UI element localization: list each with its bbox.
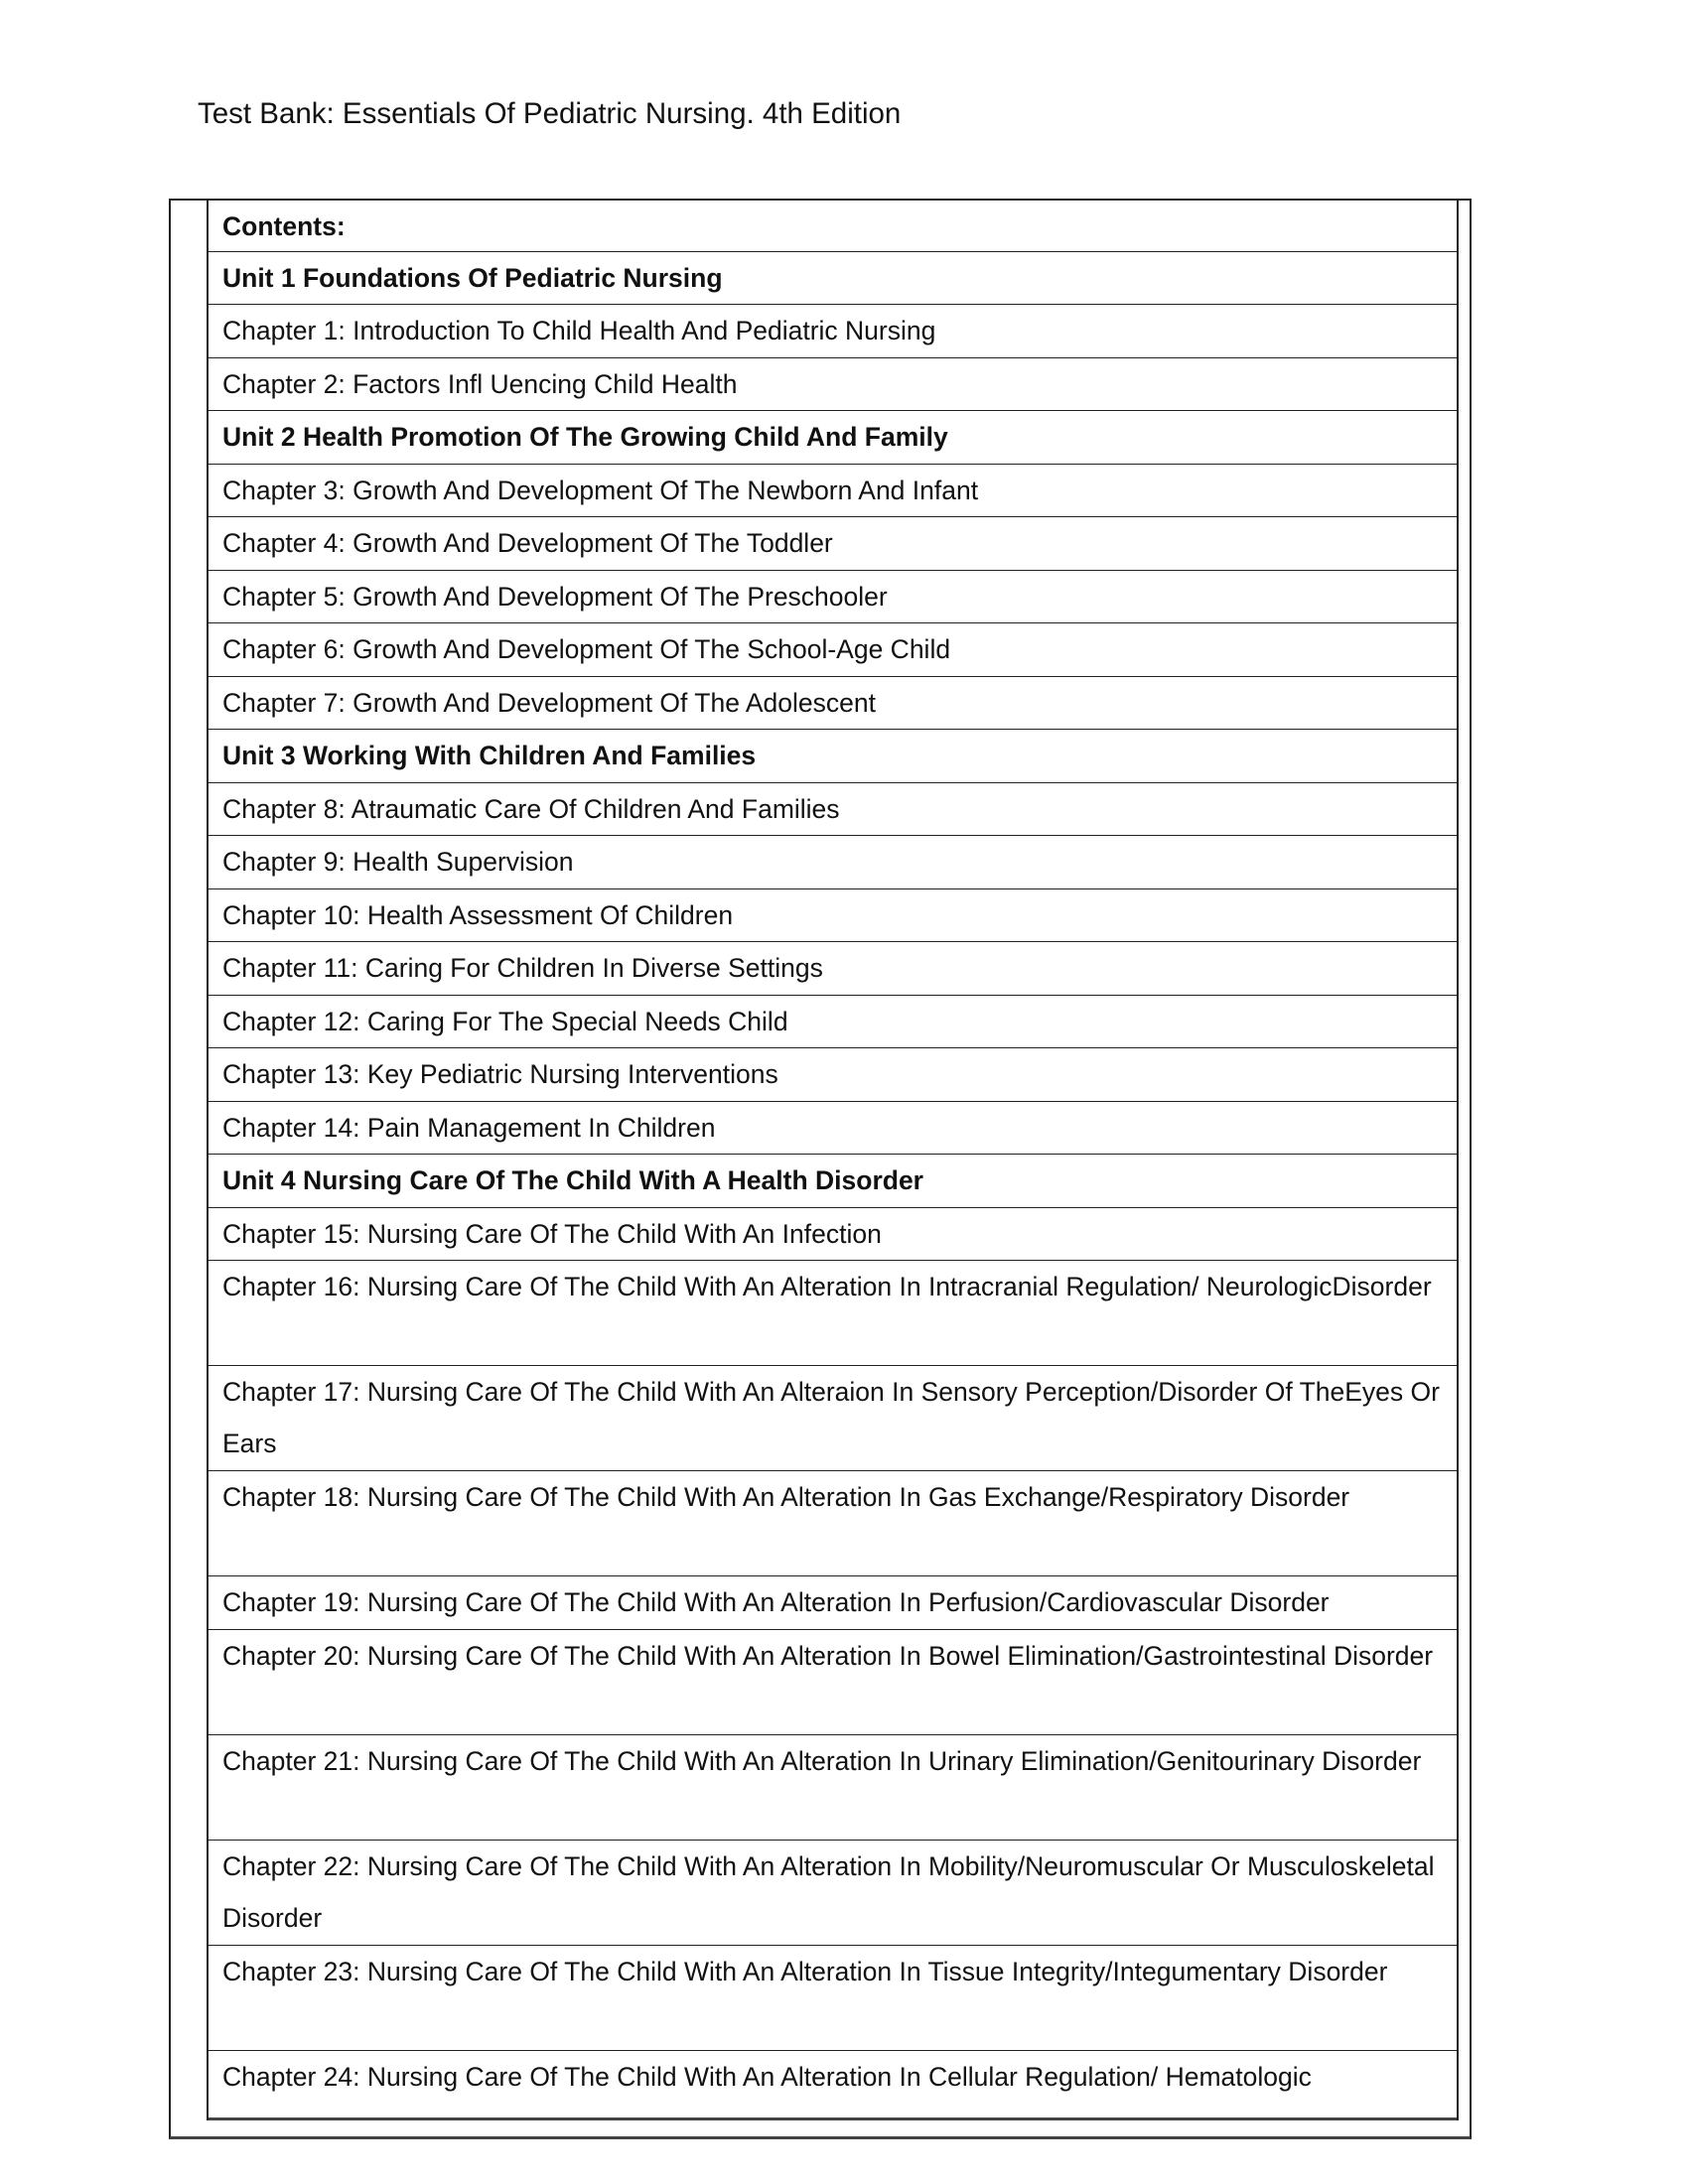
chapter-row: Chapter 20: Nursing Care Of The Child With An Alteration In Bowel Elimination/Gastrointestinal Disorder xyxy=(209,1630,1457,1735)
unit-heading-row: Unit 4 Nursing Care Of The Child With A Health Disorder xyxy=(209,1155,1457,1208)
chapter-row: Chapter 4: Growth And Development Of The Toddler xyxy=(209,517,1457,571)
chapter-row: Chapter 17: Nursing Care Of The Child With An Alteraion In Sensory Perception/Disorder Of TheEyes Or Ears xyxy=(209,1366,1457,1471)
chapter-row: Chapter 11: Caring For Children In Diverse Settings xyxy=(209,942,1457,996)
chapter-row: Chapter 2: Factors Infl Uencing Child Health xyxy=(209,358,1457,412)
document-title: Test Bank: Essentials Of Pediatric Nursing. 4th Edition xyxy=(198,97,902,130)
chapter-row: Chapter 10: Health Assessment Of Children xyxy=(209,889,1457,943)
chapter-row: Chapter 23: Nursing Care Of The Child With An Alteration In Tissue Integrity/Integumentary Disorder xyxy=(209,1946,1457,2051)
chapter-row: Chapter 16: Nursing Care Of The Child With An Alteration In Intracranial Regulation/ NeurologicDisorder xyxy=(209,1261,1457,1366)
chapter-row: Chapter 6: Growth And Development Of The School-Age Child xyxy=(209,623,1457,677)
unit-heading-row: Unit 3 Working With Children And Families xyxy=(209,730,1457,783)
contents-heading: Contents: xyxy=(209,199,1457,252)
chapter-row: Chapter 12: Caring For The Special Needs Child xyxy=(209,996,1457,1049)
chapter-row: Chapter 7: Growth And Development Of The Adolescent xyxy=(209,677,1457,731)
contents-table xyxy=(207,199,1459,2120)
chapter-row: Chapter 9: Health Supervision xyxy=(209,836,1457,889)
chapter-row: Chapter 1: Introduction To Child Health And Pediatric Nursing xyxy=(209,305,1457,358)
chapter-row: Chapter 5: Growth And Development Of The Preschooler xyxy=(209,571,1457,624)
chapter-row: Chapter 19: Nursing Care Of The Child With An Alteration In Perfusion/Cardiovascular Disorder xyxy=(209,1576,1457,1630)
chapter-row: Chapter 13: Key Pediatric Nursing Interventions xyxy=(209,1048,1457,1102)
chapter-row: Chapter 22: Nursing Care Of The Child With An Alteration In Mobility/Neuromuscular Or Musculoskeletal Disorder xyxy=(209,1841,1457,1946)
chapter-row: Chapter 3: Growth And Development Of The Newborn And Infant xyxy=(209,465,1457,518)
chapter-row: Chapter 21: Nursing Care Of The Child With An Alteration In Urinary Elimination/Genitourinary Disorder xyxy=(209,1735,1457,1841)
chapter-row: Chapter 14: Pain Management In Children xyxy=(209,1102,1457,1156)
chapter-row: Chapter 18: Nursing Care Of The Child With An Alteration In Gas Exchange/Respiratory Disorder xyxy=(209,1471,1457,1576)
unit-heading-row: Unit 2 Health Promotion Of The Growing Child And Family xyxy=(209,411,1457,465)
chapter-row: Chapter 24: Nursing Care Of The Child With An Alteration In Cellular Regulation/ Hematologic xyxy=(209,2051,1457,2120)
chapter-row: Chapter 8: Atraumatic Care Of Children And Families xyxy=(209,783,1457,837)
unit-heading-row: Unit 1 Foundations Of Pediatric Nursing xyxy=(209,252,1457,306)
chapter-row: Chapter 15: Nursing Care Of The Child With An Infection xyxy=(209,1208,1457,1262)
